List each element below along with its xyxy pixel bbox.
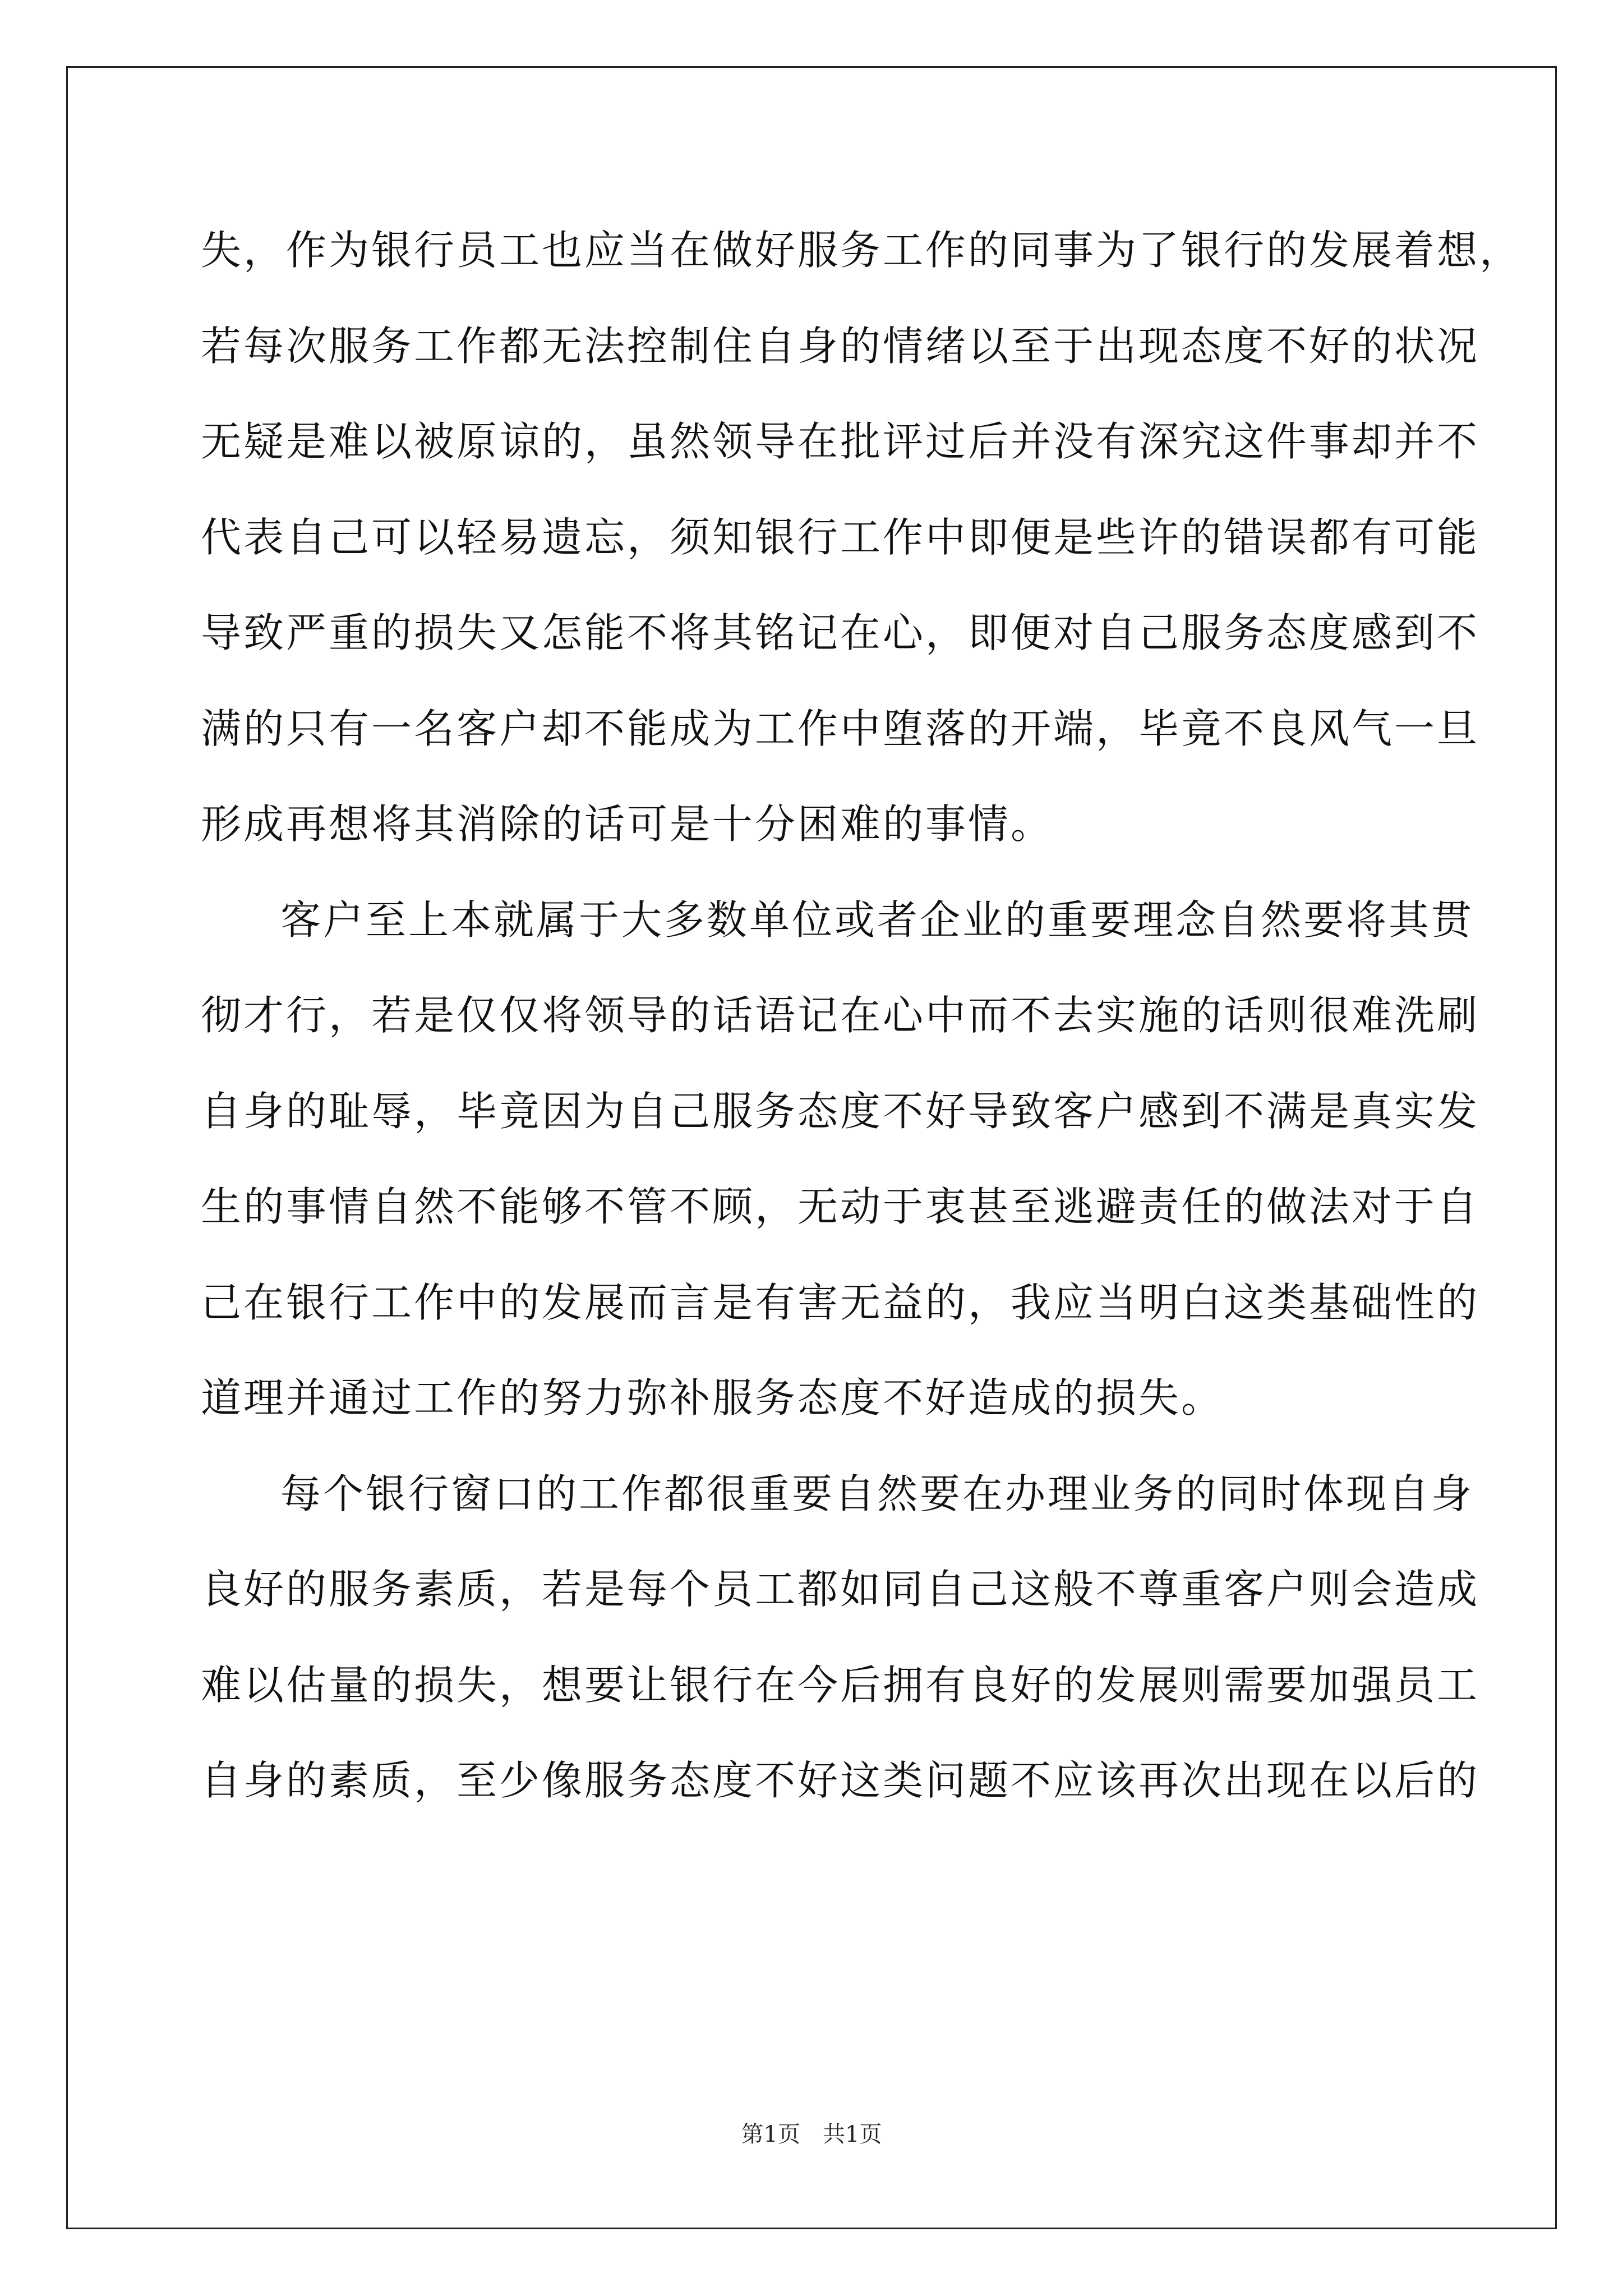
text-line: 失，作为银行员工也应当在做好服务工作的同事为了银行的发展着想， xyxy=(201,227,1523,274)
text-line: 彻才行，若是仅仅将领导的话语记在心中而不去实施的话则很难洗刷 xyxy=(201,992,1480,1039)
text-line: 自身的素质，至少像服务态度不好这类问题不应该再次出现在以后的 xyxy=(201,1757,1480,1804)
text-line: 己在银行工作中的发展而言是有害无益的，我应当明白这类基础性的 xyxy=(201,1279,1480,1326)
text-line: 良好的服务素质，若是每个员工都如同自己这般不尊重客户则会造成 xyxy=(201,1566,1480,1613)
text-line: 难以估量的损失，想要让银行在今后拥有良好的发展则需要加强员工 xyxy=(201,1662,1480,1709)
text-line: 形成再想将其消除的话可是十分困难的事情。 xyxy=(201,800,1054,848)
page-border xyxy=(66,66,1557,2229)
text-line: 满的只有一名客户却不能成为工作中堕落的开端，毕竟不良风气一旦 xyxy=(201,705,1480,752)
text-line: 代表自己可以轻易遗忘，须知银行工作中即便是些许的错误都有可能 xyxy=(201,514,1480,561)
page-footer: 第1页 共1页 xyxy=(741,2122,882,2147)
text-line: 生的事情自然不能够不管不顾，无动于衷甚至逃避责任的做法对于自 xyxy=(201,1183,1480,1230)
text-line: 若每次服务工作都无法控制住自身的情绪以至于出现态度不好的状况 xyxy=(201,323,1480,370)
text-line: 道理并通过工作的努力弥补服务态度不好造成的损失。 xyxy=(201,1374,1224,1421)
text-line: 自身的耻辱，毕竟因为自己服务态度不好导致客户感到不满是真实发 xyxy=(201,1088,1480,1135)
text-line: 无疑是难以被原谅的，虽然领导在批评过后并没有深究这件事却并不 xyxy=(201,418,1480,465)
text-line: 导致严重的损失又怎能不将其铭记在心，即便对自己服务态度感到不 xyxy=(201,609,1480,656)
text-line: 每个银行窗口的工作都很重要自然要在办理业务的同时体现自身 xyxy=(280,1470,1474,1517)
text-line: 客户至上本就属于大多数单位或者企业的重要理念自然要将其贯 xyxy=(280,896,1474,944)
